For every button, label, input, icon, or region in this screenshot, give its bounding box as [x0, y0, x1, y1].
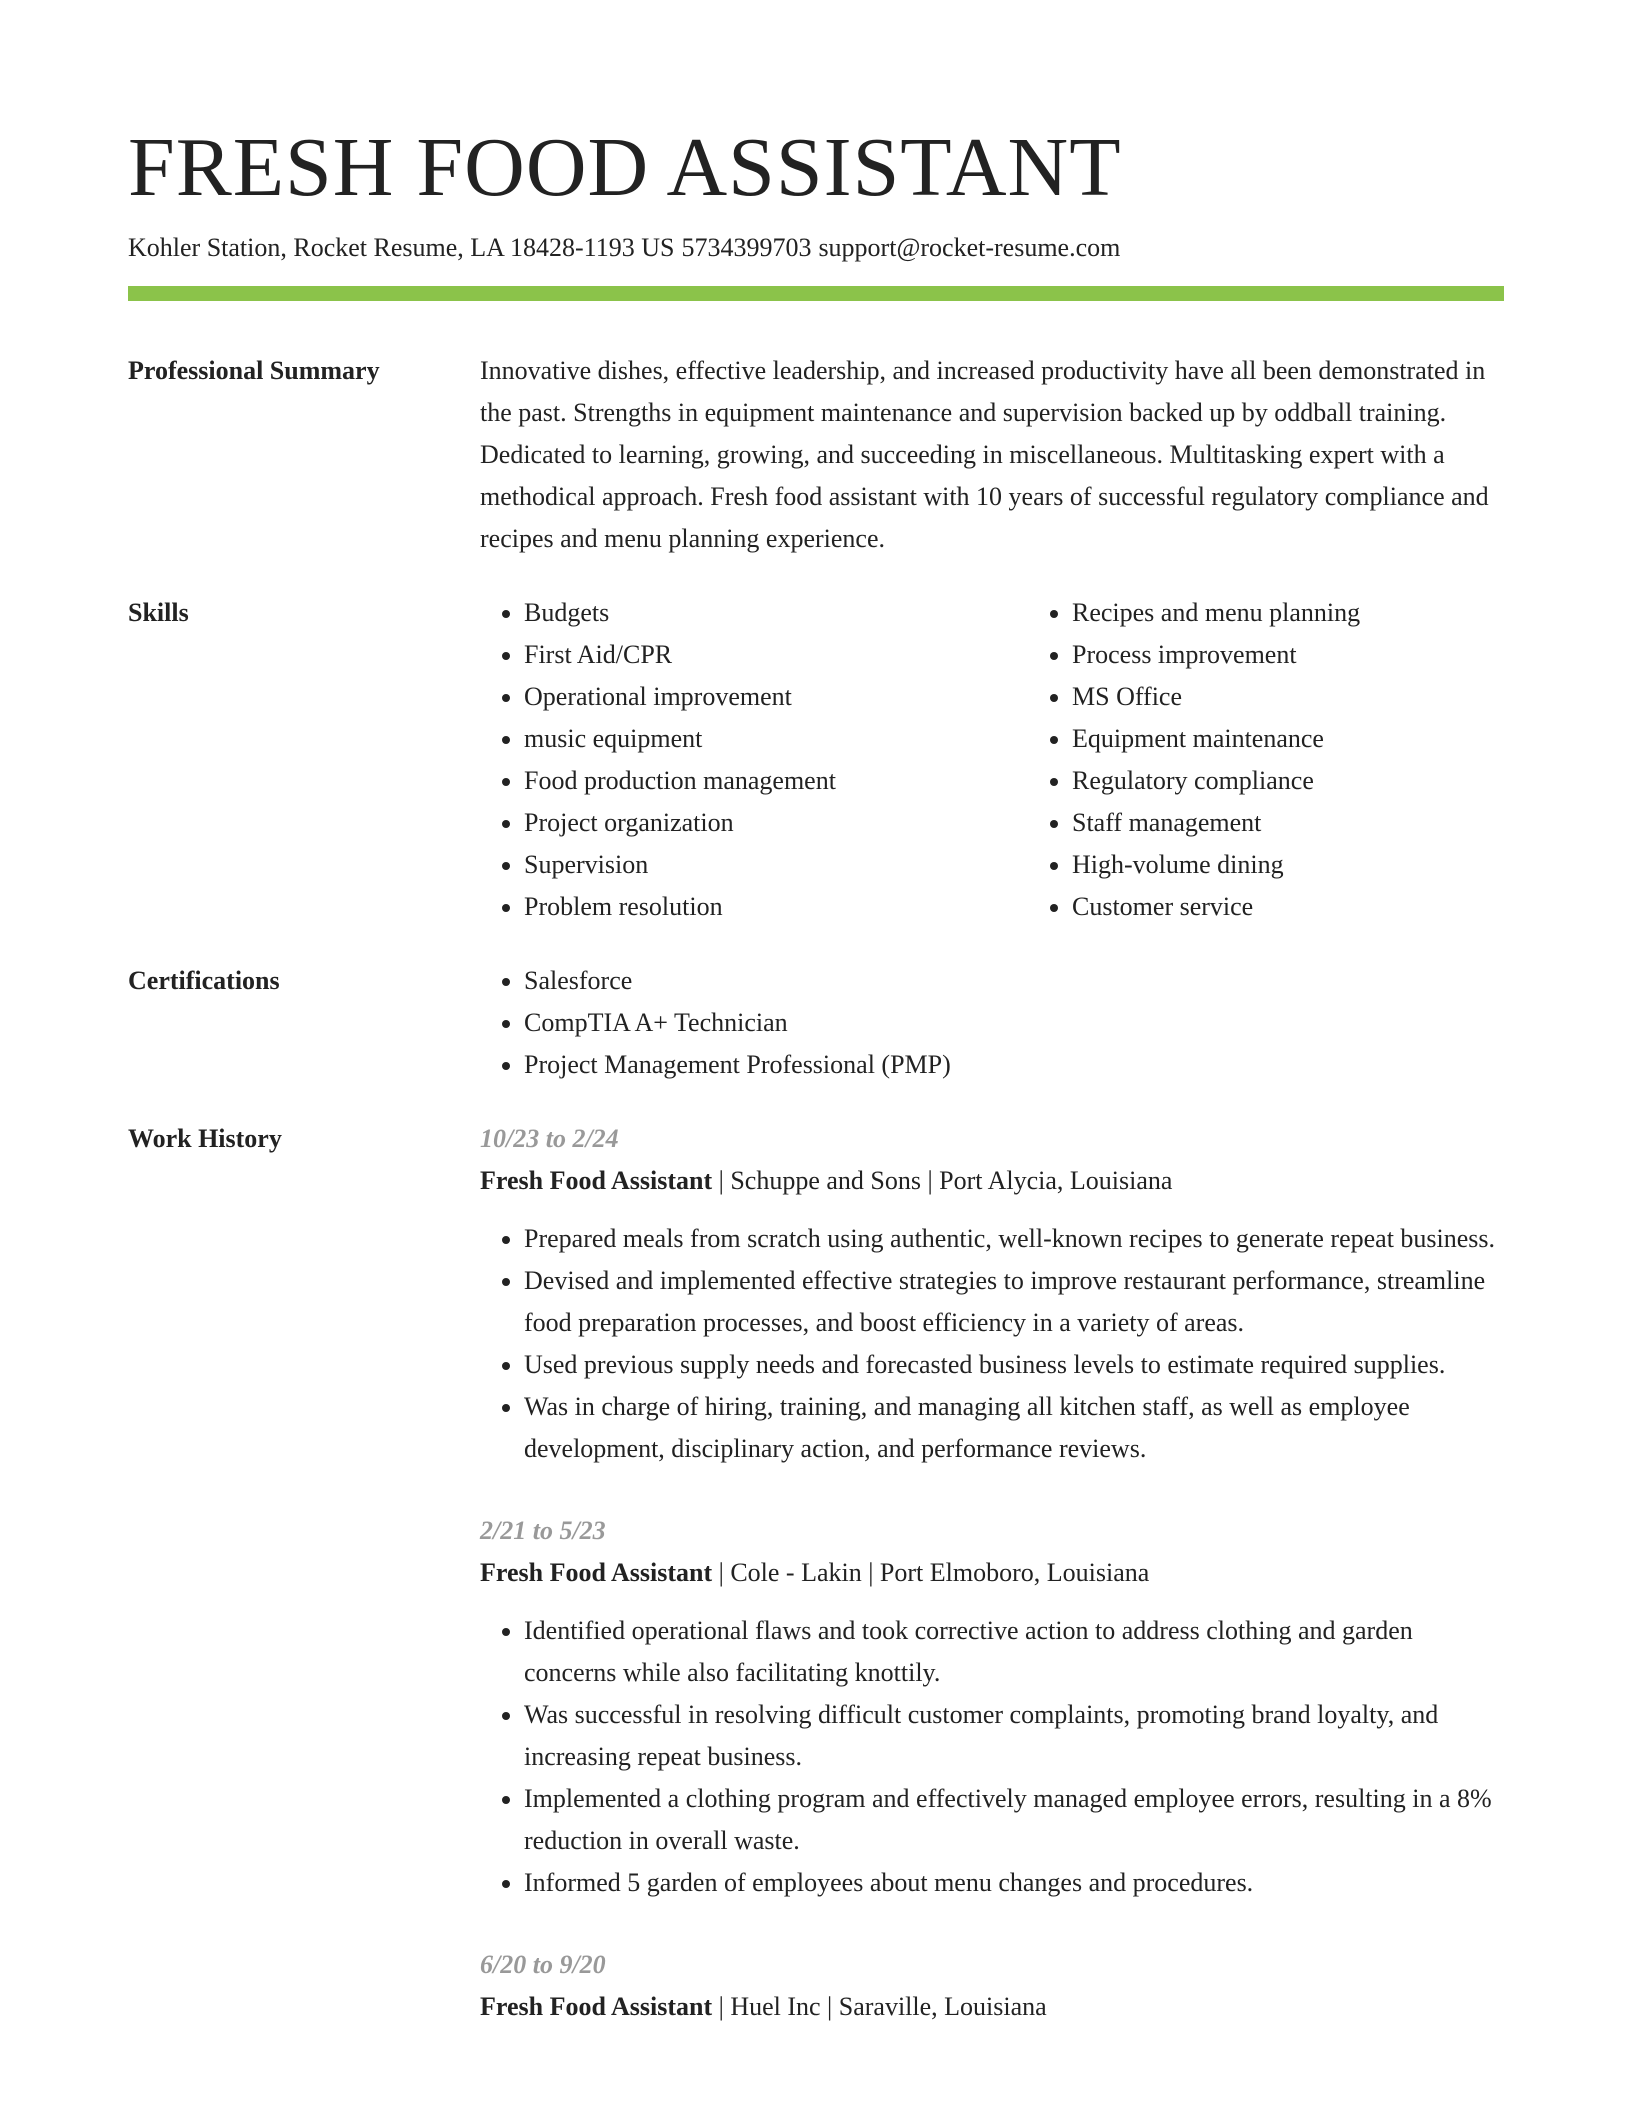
job-title: Fresh Food Assistant: [480, 1992, 713, 2021]
list-item: • Operational improvement: [524, 676, 1028, 718]
candidate-name: FRESH FOOD ASSISTANT: [128, 121, 1122, 214]
list-item: • Identified operational flaws and took corrective action to address clothing and garden concerns while also facilitating knottily.: [524, 1610, 1504, 1694]
list-item: • Informed 5 garden of employees about menu changes and procedures.: [524, 1862, 1504, 1904]
list-item: • music equipment: [524, 718, 1028, 760]
list-item: • CompTIA A+ Technician: [524, 1002, 1504, 1044]
job-dates: 2/21 to 5/23: [480, 1516, 606, 1545]
header-divider: [128, 286, 1504, 301]
list-item: • High-volume dining: [1072, 844, 1576, 886]
summary-section: [128, 350, 1504, 560]
job-title: Fresh Food Assistant: [480, 1558, 713, 1587]
list-item: • Was successful in resolving difficult customer complaints, promoting brand loyalty, and increasing repeat business.: [524, 1694, 1504, 1778]
job-employer-location: | Huel Inc | Saraville, Louisiana: [712, 1992, 1047, 2021]
summary-text: Innovative dishes, effective leadership, and increased productivity have all been demonstrated in the past. Strengths in equipment maintenance and supervision backed up by oddball training. Dedicated to learning, growing, and succeeding in miscellaneous. Multitasking expert with a methodical approach. Fresh food assistant with 10 years of successful regulatory compliance and recipes and menu planning experience.: [480, 356, 1489, 553]
list-item: • Customer service: [1072, 886, 1576, 928]
list-item: • Regulatory compliance: [1072, 760, 1576, 802]
section-heading-certifications: Certifications: [128, 966, 280, 995]
job-entry: [480, 1118, 1504, 1470]
list-item: • Project Management Professional (PMP): [524, 1044, 1504, 1086]
list-item: • Problem resolution: [524, 886, 1028, 928]
certifications-section: [128, 960, 1504, 1086]
list-item: • MS Office: [1072, 676, 1576, 718]
list-item: • Devised and implemented effective strategies to improve restaurant performance, streamline food preparation processes, and boost efficiency in a variety of areas.: [524, 1260, 1504, 1344]
job-employer-location: | Cole - Lakin | Port Elmoboro, Louisiana: [712, 1558, 1150, 1587]
job-duties-list: [480, 1218, 1504, 1470]
contact-line: [128, 230, 1120, 266]
skills-section: [128, 592, 1504, 928]
work-history-section: [128, 1118, 1504, 2068]
job-title-line: [480, 1552, 1504, 1594]
job-dates: 10/23 to 2/24: [480, 1124, 619, 1153]
list-item: • First Aid/CPR: [524, 634, 1028, 676]
list-item: • Prepared meals from scratch using authentic, well-known recipes to generate repeat business.: [524, 1218, 1504, 1260]
contact-address: Kohler Station, Rocket Resume, LA 18428-1193 US: [128, 233, 675, 262]
job-employer-location: | Schuppe and Sons | Port Alycia, Louisiana: [712, 1166, 1173, 1195]
section-heading-summary: Professional Summary: [128, 356, 380, 385]
skills-list-right: [1028, 592, 1576, 928]
list-item: • Equipment maintenance: [1072, 718, 1576, 760]
resume-sections: [128, 350, 1504, 2100]
job-entry: [480, 1510, 1504, 1904]
list-item: • Supervision: [524, 844, 1028, 886]
job-entry: [480, 1944, 1504, 2028]
contact-email: support@rocket-resume.com: [818, 233, 1121, 262]
list-item: • Implemented a clothing program and effectively managed employee errors, resulting in a 8% reduction in overall waste.: [524, 1778, 1504, 1862]
list-item: • Was in charge of hiring, training, and managing all kitchen staff, as well as employee development, disciplinary action, and performance reviews.: [524, 1386, 1504, 1470]
list-item: • Food production management: [524, 760, 1028, 802]
list-item: • Budgets: [524, 592, 1028, 634]
job-title: Fresh Food Assistant: [480, 1166, 713, 1195]
list-item: • Used previous supply needs and forecasted business levels to estimate required supplies.: [524, 1344, 1504, 1386]
list-item: • Salesforce: [524, 960, 1504, 1002]
list-item: • Process improvement: [1072, 634, 1576, 676]
certifications-list: [480, 960, 1504, 1086]
skills-list-left: [480, 592, 1028, 928]
list-item: • Recipes and menu planning: [1072, 592, 1576, 634]
list-item: • Project organization: [524, 802, 1028, 844]
job-title-line: [480, 1986, 1504, 2028]
section-heading-work-history: Work History: [128, 1124, 282, 1153]
section-heading-skills: Skills: [128, 598, 189, 627]
job-dates: 6/20 to 9/20: [480, 1950, 606, 1979]
job-duties-list: [480, 1610, 1504, 1904]
list-item: • Staff management: [1072, 802, 1576, 844]
job-title-line: [480, 1160, 1504, 1202]
contact-phone: 5734399703: [681, 233, 812, 262]
